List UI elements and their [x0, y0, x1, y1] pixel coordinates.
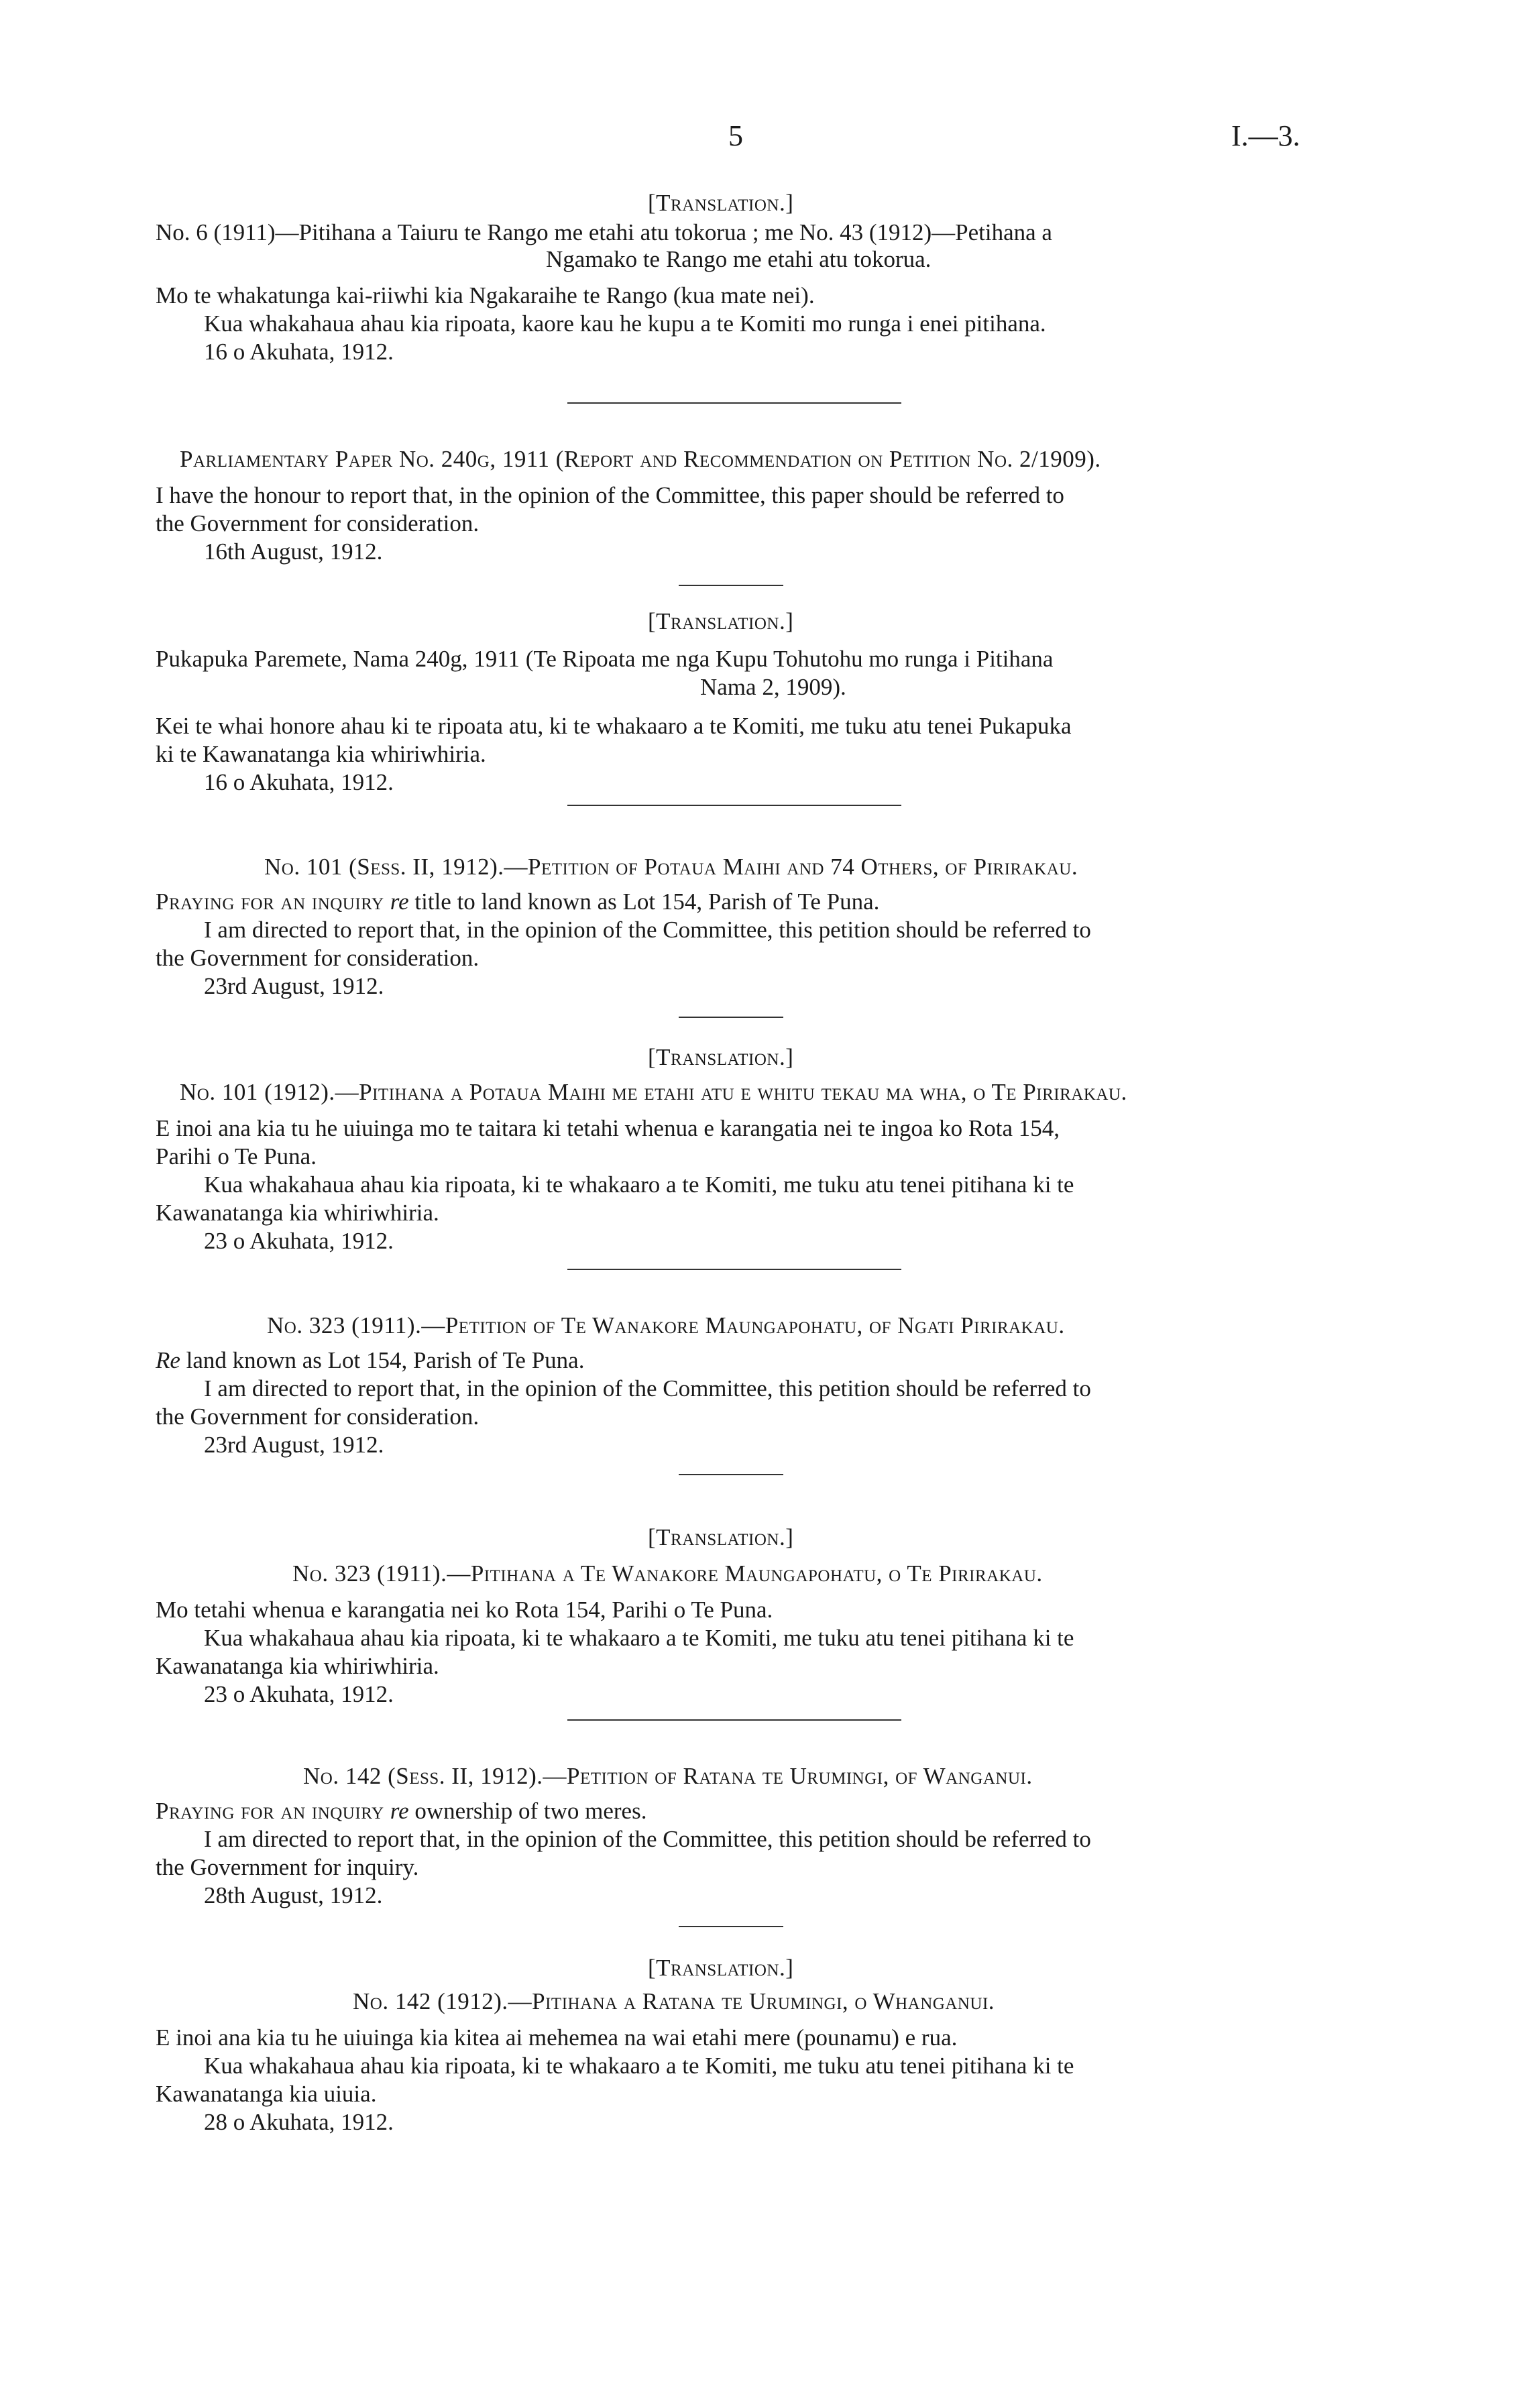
- s5t-date: 28 o Akuhata, 1912.: [204, 2109, 394, 2135]
- s4t-body-line1: Mo tetahi whenua e karangatia nei ko Rota 154, Parihi o Te Puna.: [156, 1597, 773, 1623]
- s4t-title: No. 323 (1911).—Pitihana a Te Wanakore Maungapohatu, o Te Pirirakau.: [292, 1560, 1043, 1587]
- s3-body-line1: [156, 888, 879, 916]
- section-divider: [567, 1269, 901, 1270]
- s1-title-line2: Ngamako te Rango me etahi atu tokorua.: [546, 246, 932, 272]
- s5t-body-line3: Kawanatanga kia uiuia.: [156, 2081, 377, 2107]
- s2-date: 16th August, 1912.: [204, 538, 383, 565]
- short-divider: [679, 1474, 783, 1475]
- s4t-date: 23 o Akuhata, 1912.: [204, 1681, 394, 1707]
- s4-date: 23rd August, 1912.: [204, 1432, 384, 1458]
- s5-date: 28th August, 1912.: [204, 1882, 383, 1908]
- s3-body-line3: the Government for consideration.: [156, 945, 480, 971]
- s1-body-line2: Kua whakahaua ahau kia ripoata, kaore kau he kupu a te Komiti mo runga i enei pitihana.: [204, 310, 1046, 337]
- section-divider: [567, 1719, 901, 1721]
- translation-heading: [Translation.]: [648, 608, 794, 634]
- s5-praying: Praying for an inquiry: [156, 1798, 390, 1824]
- s4-body-line1: [156, 1346, 584, 1375]
- page-number: 5: [728, 119, 743, 152]
- s1-title-line1: No. 6 (1911)—Pitihana a Taiuru te Rango me etahi atu tokorua ; me No. 43 (1912)—Petihana a: [156, 219, 1052, 245]
- s5t-body-line1: E inoi ana kia tu he uiuinga kia kitea ai mehemea na wai etahi mere (pounamu) e rua.: [156, 2024, 958, 2051]
- document-reference: I.—3.: [1231, 119, 1300, 152]
- s3t-body-line2: Parihi o Te Puna.: [156, 1143, 317, 1169]
- s1-date: 16 o Akuhata, 1912.: [204, 339, 394, 365]
- s2t-date: 16 o Akuhata, 1912.: [204, 769, 394, 795]
- s3-subject: title to land known as Lot 154, Parish of Te Puna.: [408, 888, 880, 915]
- s5-re: re: [390, 1798, 409, 1824]
- s5t-body-line2: Kua whakahaua ahau kia ripoata, ki te whakaaro a te Komiti, me tuku atu tenei pitihana ki te: [204, 2053, 1074, 2079]
- s3-praying: Praying for an inquiry: [156, 888, 390, 915]
- short-divider: [679, 585, 783, 586]
- s4-body-line2: I am directed to report that, in the opinion of the Committee, this petition should be referred to: [204, 1375, 1091, 1401]
- s4t-body-line2: Kua whakahaua ahau kia ripoata, ki te whakaaro a te Komiti, me tuku atu tenei pitihana ki te: [204, 1625, 1074, 1651]
- s3-title: No. 101 (Sess. II, 1912).—Petition of Potaua Maihi and 74 Others, of Pirirakau.: [264, 854, 1078, 880]
- translation-heading: [Translation.]: [648, 190, 794, 216]
- translation-heading: [Translation.]: [648, 1955, 794, 1981]
- s3t-body-line3: Kua whakahaua ahau kia ripoata, ki te whakaaro a te Komiti, me tuku atu tenei pitihana ki te: [204, 1171, 1074, 1198]
- short-divider: [679, 1017, 783, 1018]
- s4-body-line3: the Government for consideration.: [156, 1403, 480, 1430]
- short-divider: [679, 1926, 783, 1927]
- s5-body-line3: the Government for inquiry.: [156, 1854, 419, 1880]
- section-divider: [567, 402, 901, 404]
- s3t-body-line4: Kawanatanga kia whiriwhiria.: [156, 1200, 439, 1226]
- s4-subject: land known as Lot 154, Parish of Te Puna.: [180, 1347, 585, 1373]
- s2-body-line2: the Government for consideration.: [156, 510, 480, 536]
- s5-body-line1: [156, 1797, 646, 1825]
- translation-heading: [Translation.]: [648, 1044, 794, 1070]
- s5-subject: ownership of two meres.: [408, 1798, 647, 1824]
- s1-body-line1: Mo te whakatunga kai-riiwhi kia Ngakaraihe te Rango (kua mate nei).: [156, 282, 815, 308]
- s5-title: No. 142 (Sess. II, 1912).—Petition of Ratana te Urumingi, of Wanganui.: [303, 1763, 1033, 1789]
- s3-body-line2: I am directed to report that, in the opinion of the Committee, this petition should be referred to: [204, 917, 1091, 943]
- s3t-date: 23 o Akuhata, 1912.: [204, 1228, 394, 1254]
- s5-body-line2: I am directed to report that, in the opinion of the Committee, this petition should be referred to: [204, 1826, 1091, 1852]
- s2-body-line1: I have the honour to report that, in the opinion of the Committee, this paper should be referred to: [156, 482, 1064, 508]
- s4-title: No. 323 (1911).—Petition of Te Wanakore Maungapohatu, of Ngati Pirirakau.: [267, 1312, 1065, 1338]
- s3t-title: No. 101 (1912).—Pitihana a Potaua Maihi me etahi atu e whitu tekau ma wha, o Te Pirirakau.: [180, 1079, 1127, 1105]
- s3-date: 23rd August, 1912.: [204, 973, 384, 999]
- translation-heading: [Translation.]: [648, 1524, 794, 1550]
- s4-re: Re: [156, 1347, 180, 1373]
- s4t-body-line3: Kawanatanga kia whiriwhiria.: [156, 1653, 439, 1679]
- s5t-title: No. 142 (1912).—Pitihana a Ratana te Urumingi, o Whanganui.: [353, 1988, 995, 2014]
- s2t-title-line2: Nama 2, 1909).: [700, 674, 846, 700]
- section-divider: [567, 805, 901, 806]
- s2-title: Parliamentary Paper No. 240g, 1911 (Report and Recommendation on Petition No. 2/1909).: [180, 446, 1101, 472]
- s2t-body-line1: Kei te whai honore ahau ki te ripoata atu, ki te whakaaro a te Komiti, me tuku atu tenei Pukapuka: [156, 713, 1072, 739]
- s3-re: re: [390, 888, 409, 915]
- s2t-title-line1: Pukapuka Paremete, Nama 240g, 1911 (Te Ripoata me nga Kupu Tohutohu mo runga i Pitihana: [156, 646, 1054, 672]
- s3t-body-line1: E inoi ana kia tu he uiuinga mo te taitara ki tetahi whenua e karangatia nei te ingoa ko Rota 154,: [156, 1115, 1060, 1141]
- s2t-body-line2: ki te Kawanatanga kia whiriwhiria.: [156, 741, 486, 767]
